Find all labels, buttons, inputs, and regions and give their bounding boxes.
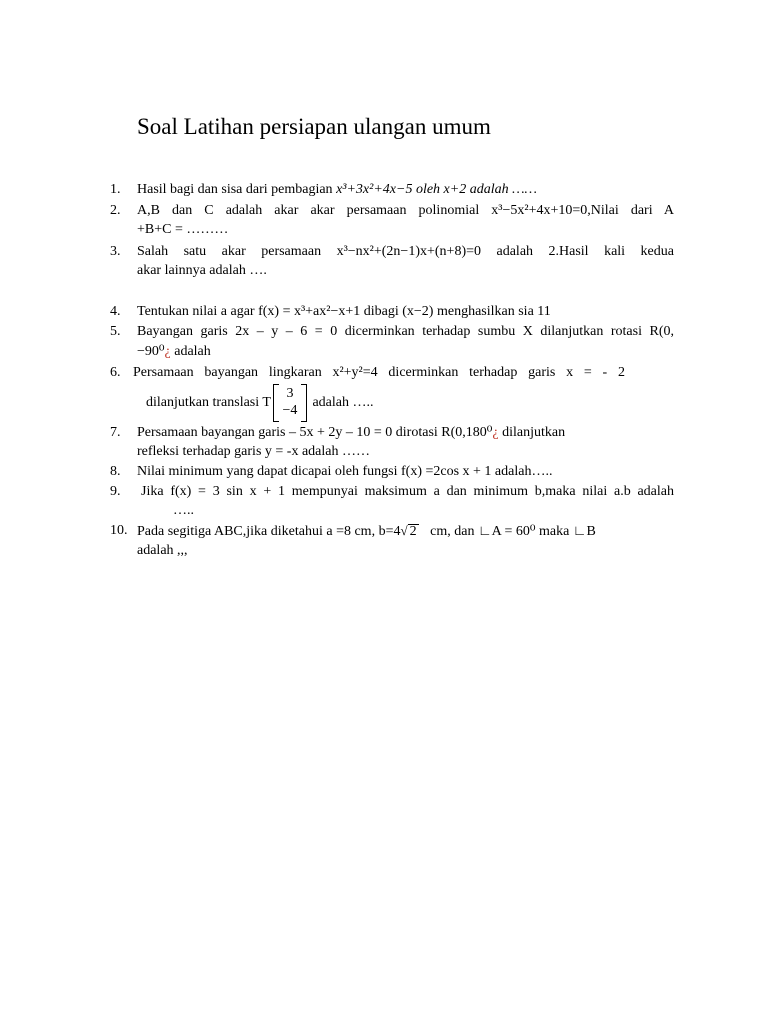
math-expression: x³+3x²+4x−5 oleh x+2 adalah …… [336, 182, 537, 197]
question-text: Hasil bagi dan sisa dari pembagian [137, 182, 333, 197]
translation-matrix [273, 384, 307, 422]
question-10-line-1: Pada segitiga ABC,jika diketahui a =8 cm, b=4√ 2 cm, dan ∟A = 60⁰ maka ∟B [137, 523, 596, 539]
item-number: 2. [110, 203, 121, 218]
item-number: 7. [110, 425, 121, 440]
item-number: 5. [110, 324, 121, 339]
unknown-char-mark: ¿ [492, 425, 499, 440]
unknown-char-mark: ¿ [164, 344, 171, 359]
question-text: Persamaan bayangan garis – 5x + 2y – 10 = 0 dirotasi R(0, [137, 425, 466, 440]
question-9-line-1: Jika f(x) = 3 sin x + 1 mempunyai maksimum a dan minimum b,maka nilai a.b adalah [141, 484, 674, 499]
question-5-line-2 [137, 343, 211, 361]
question-9-line-2: ….. [173, 503, 194, 518]
question-text: dilanjutkan [502, 425, 566, 440]
math-expression: 180⁰ [465, 425, 493, 440]
question-8: Nilai minimum yang dapat dicapai oleh fungsi f(x) =2cos x + 1 adalah….. [137, 464, 553, 479]
question-2-line-2: +B+C = ……… [137, 222, 229, 237]
matrix-bottom-value: −4 [282, 403, 298, 418]
question-7-line-1 [137, 424, 674, 442]
question-text: adalah [174, 344, 211, 359]
question-5-line-1: Bayangan garis 2x – y – 6 = 0 dicerminkan terhadap sumbu X dilanjutkan rotasi R(0, [137, 324, 674, 339]
question-2-line-1: A,B dan C adalah akar akar persamaan polinomial x³−5x²+4x+10=0,Nilai dari A [137, 203, 674, 218]
question-7-line-2: refleksi terhadap garis y = -x adalah …… [137, 444, 370, 459]
question-6-line-2 [146, 384, 373, 422]
question-text: Pada segitiga ABC,jika diketahui a =8 cm, b=4 [137, 524, 401, 539]
item-number: 8. [110, 464, 121, 479]
item-number: 4. [110, 304, 121, 319]
item-number: 1. [110, 182, 121, 197]
item-number: 10. [110, 523, 128, 538]
page-title: Soal Latihan persiapan ulangan umum [137, 114, 491, 139]
sqrt-value: 2 [409, 524, 417, 539]
question-text: adalah ….. [312, 395, 374, 411]
item-number: 9. [110, 484, 121, 499]
question-4: Tentukan nilai a agar f(x) = x³+ax²−x+1 dibagi (x−2) menghasilkan sia 11 [137, 304, 551, 319]
question-text: cm, dan ∟A = 60⁰ maka ∟B [430, 524, 596, 539]
item-number: 6. [110, 365, 121, 380]
matrix-top-value: 3 [286, 386, 294, 401]
question-10-line-2: adalah ,,, [137, 543, 188, 558]
question-3-line-2: akar lainnya adalah …. [137, 263, 267, 278]
matrix-right-bracket [301, 384, 307, 422]
question-text: dilanjutkan translasi T [146, 395, 271, 411]
question-3-line-1: Salah satu akar persamaan x³−nx²+(2n−1)x+(n+8)=0 adalah 2.Hasil kali kedua [137, 244, 674, 259]
question-6-line-1: Persamaan bayangan lingkaran x²+y²=4 dicerminkan terhadap garis x = - 2 [133, 365, 625, 380]
math-expression: −90⁰ [137, 344, 165, 359]
item-number: 3. [110, 244, 121, 259]
question-1 [137, 181, 537, 199]
